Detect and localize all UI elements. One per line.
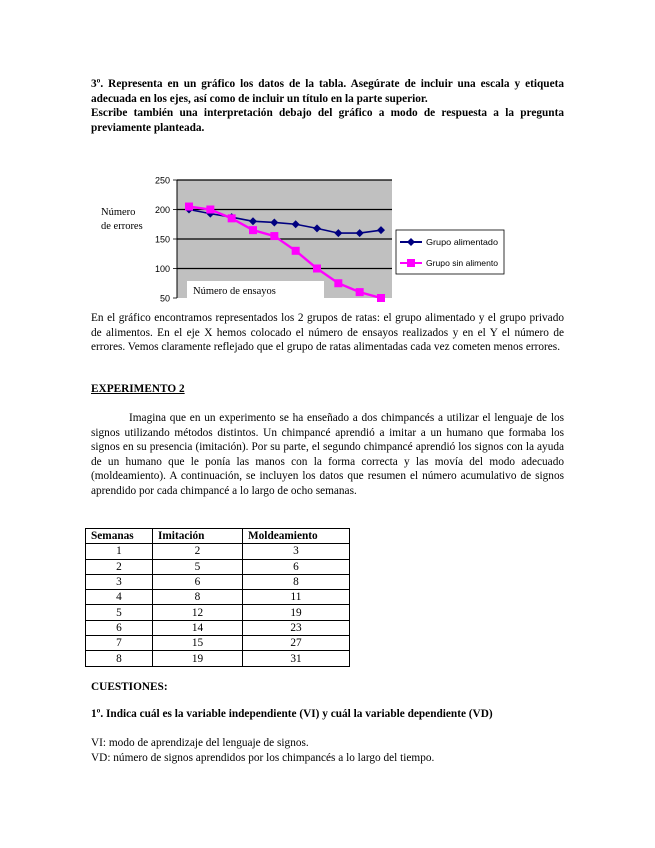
table-cell: 23 — [243, 620, 350, 635]
table-cell: 15 — [153, 636, 243, 651]
y-tick-label: 100 — [154, 264, 170, 274]
table-cell: 7 — [86, 636, 153, 651]
table-cell: 1 — [86, 544, 153, 559]
data-point — [292, 247, 300, 255]
table-cell: 19 — [153, 651, 243, 666]
answer-vd: VD: número de signos aprendidos por los chimpancés a lo largo del tiempo. — [91, 752, 435, 764]
table-cell: 3 — [243, 544, 350, 559]
table-cell: 6 — [153, 574, 243, 589]
instruction-line-2: Escribe también una interpretación debajo del gráfico a modo de respuesta a la pregunta previamente planteada. — [91, 107, 564, 134]
table-cell: 14 — [153, 620, 243, 635]
data-point — [356, 288, 364, 296]
table-cell: 31 — [243, 651, 350, 666]
errors-line-chart — [95, 170, 515, 304]
table-row — [86, 574, 350, 589]
table-row — [86, 651, 350, 666]
table-cell: 2 — [86, 559, 153, 574]
table-cell: 5 — [153, 559, 243, 574]
data-point — [270, 232, 278, 240]
table-row — [86, 636, 350, 651]
data-table — [85, 528, 350, 667]
table-header: Semanas — [86, 529, 153, 544]
answer-vi: VI: modo de aprendizaje del lenguaje de signos. — [91, 737, 309, 749]
table-row — [86, 544, 350, 559]
y-axis-label-line-2: de errores — [101, 221, 143, 232]
data-point — [206, 206, 214, 214]
table-cell: 6 — [86, 620, 153, 635]
instruction-line-1: 3º. Representa en un gráfico los datos de la tabla. Asegúrate de incluir una escala y etiqueta adecuada en los ejes, así como de incluir un título en la parte superior. — [91, 78, 564, 105]
experiment-heading: EXPERIMENTO 2 — [91, 383, 185, 395]
table-cell: 27 — [243, 636, 350, 651]
data-point — [377, 294, 385, 302]
table-cell: 19 — [243, 605, 350, 620]
table-header-row — [86, 529, 350, 544]
legend-label: Grupo alimentado — [426, 237, 499, 247]
questions-heading: CUESTIONES: — [91, 681, 168, 693]
legend-marker — [407, 259, 415, 267]
table-row — [86, 559, 350, 574]
table-cell: 5 — [86, 605, 153, 620]
table-cell: 12 — [153, 605, 243, 620]
data-point — [185, 203, 193, 211]
y-axis-label-line-1: Número — [101, 207, 136, 218]
experiment-text: Imagina que en un experimento se ha enseñado a dos chimpancés a utilizar el lenguaje de los signos utilizando métodos distintos. Un chimpancé aprendió a imitar a un humano que formaba los signos en su presencia (imitación). Por su parte, el segundo chimpancé aprendió los signos con la ayuda de un humano que le ponía las manos con la forma correcta y las movía del modo adecuado (moldeamiento). A continuación, se incluyen los datos que resumen el número acumulativo de signos aprendido por cada chimpancé a lo largo de ocho semanas. — [91, 412, 564, 497]
table-cell: 11 — [243, 590, 350, 605]
question-1: 1º. Indica cuál es la variable independiente (VI) y cuál la variable dependiente (VD) — [91, 708, 493, 720]
data-point — [249, 226, 257, 234]
legend-label: Grupo sin alimento — [426, 258, 499, 268]
y-tick-label: 250 — [154, 175, 170, 186]
table-cell: 4 — [86, 590, 153, 605]
data-point — [334, 279, 342, 287]
table-cell: 3 — [86, 574, 153, 589]
interpretation-text: En el gráfico encontramos representados los 2 grupos de ratas: el grupo alimentado y el grupo privado de alimentos. En el eje X hemos colocado el número de ensayos realizados y en el Y el número de errores. Vemos claramente reflejado que el grupo de ratas alimentadas cada vez cometen menos errores. — [91, 312, 564, 353]
table-cell: 2 — [153, 544, 243, 559]
data-point — [228, 214, 236, 222]
table-header: Moldeamiento — [243, 529, 350, 544]
y-tick-label: 150 — [154, 234, 170, 245]
table-cell: 8 — [153, 590, 243, 605]
table-cell: 6 — [243, 559, 350, 574]
table-cell: 8 — [243, 574, 350, 589]
table-row — [86, 590, 350, 605]
y-tick-label: 50 — [159, 293, 170, 304]
x-axis-label: Número de ensayos — [193, 286, 276, 297]
table-header: Imitación — [153, 529, 243, 544]
table-cell: 8 — [86, 651, 153, 666]
table-row — [86, 620, 350, 635]
y-tick-label: 200 — [154, 205, 170, 215]
data-point — [313, 265, 321, 273]
table-row — [86, 605, 350, 620]
